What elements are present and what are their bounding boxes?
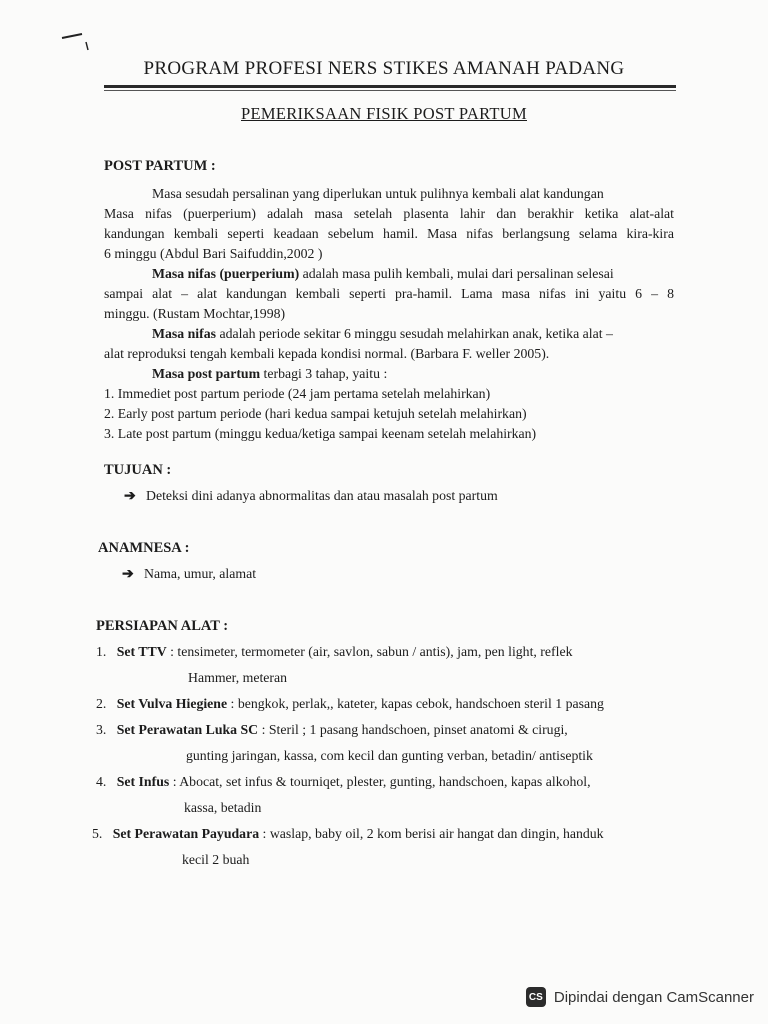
list-item — [122, 566, 256, 582]
arrow-right-icon: ➔ — [122, 566, 134, 581]
equipment-item — [96, 644, 572, 660]
camscanner-icon: CS — [526, 987, 546, 1007]
equipment-item — [96, 722, 568, 738]
set-contents: : waslap, baby oil, 2 kom berisi air hangat dan dingin, handuk — [259, 826, 604, 841]
paragraph-line: kandungan kembali seperti keadaan sebelum hamil. Masa nifas berlangsung selama kira-kira — [104, 226, 674, 241]
equipment-item-continuation: kecil 2 buah — [182, 852, 250, 867]
paragraph-line — [152, 266, 614, 282]
paragraph-line: Masa sesudah persalinan yang diperlukan untuk pulihnya kembali alat kandungan — [152, 186, 604, 201]
set-name: Set Perawatan Luka SC — [116, 722, 259, 737]
header-rule-thin — [104, 90, 676, 91]
paragraph-line — [152, 326, 613, 342]
persiapan-heading: PERSIAPAN ALAT : — [96, 618, 229, 634]
list-item: 2. Early post partum periode (hari kedua sampai ketujuh setelah melahirkan) — [104, 406, 527, 421]
anamnesa-heading: ANAMNESA : — [98, 540, 190, 556]
item-number: 3. — [96, 722, 107, 737]
set-contents: : Steril ; 1 pasang handschoen, pinset anatomi & cirugi, — [258, 722, 568, 737]
document-title: PEMERIKSAAN FISIK POST PARTUM — [241, 104, 527, 123]
paragraph-line: 6 minggu (Abdul Bari Saifuddin,2002 ) — [104, 246, 323, 261]
term-bold: Masa nifas — [152, 326, 217, 341]
paragraph-line — [152, 366, 387, 382]
post-partum-heading: POST PARTUM : — [104, 158, 216, 174]
paragraph-text: terbagi 3 tahap, yaitu : — [260, 366, 388, 381]
pen-mark — [60, 28, 100, 54]
list-item — [124, 488, 498, 504]
paragraph-line: minggu. (Rustam Mochtar,1998) — [104, 306, 286, 321]
header-rule — [104, 85, 676, 88]
paragraph-line: Masa nifas (puerperium) adalah masa setelah plasenta lahir dan berakhir ketika alat-alat — [104, 206, 674, 221]
set-name: Set Infus — [116, 774, 170, 789]
camscanner-badge — [526, 980, 754, 1014]
item-number: 1. — [96, 644, 107, 659]
item-number: 2. — [96, 696, 107, 711]
set-name: Set TTV — [116, 644, 167, 659]
camscanner-label: Dipindai dengan CamScanner — [553, 988, 754, 1006]
set-contents: : Abocat, set infus & tourniqet, plester, gunting, handschoen, kapas alkohol, — [169, 774, 591, 789]
paragraph-line: alat reproduksi tengah kembali kepada kondisi normal. (Barbara F. weller 2005). — [104, 346, 550, 361]
tujuan-heading: TUJUAN : — [104, 462, 172, 478]
set-name: Set Perawatan Payudara — [112, 826, 260, 841]
item-text: Nama, umur, alamat — [144, 566, 257, 581]
item-number: 5. — [92, 826, 103, 841]
term-bold: Masa nifas (puerperium) — [152, 266, 300, 281]
equipment-item — [92, 826, 604, 842]
item-text: Deteksi dini adanya abnormalitas dan atau masalah post partum — [146, 488, 498, 503]
set-contents: : bengkok, perlak,, kateter, kapas cebok, handschoen steril 1 pasang — [227, 696, 604, 711]
equipment-item-continuation: kassa, betadin — [184, 800, 262, 815]
paragraph-text: adalah masa pulih kembali, mulai dari persalinan selesai — [299, 266, 614, 281]
item-number: 4. — [96, 774, 107, 789]
list-item: 1. Immediet post partum periode (24 jam pertama setelah melahirkan) — [104, 386, 491, 401]
equipment-item-continuation: Hammer, meteran — [188, 670, 288, 685]
institution-header: PROGRAM PROFESI NERS STIKES AMANAH PADANG — [143, 58, 625, 79]
equipment-item — [96, 774, 591, 790]
set-name: Set Vulva Hiegiene — [116, 696, 228, 711]
arrow-right-icon: ➔ — [124, 488, 136, 503]
equipment-item — [96, 696, 604, 712]
list-item: 3. Late post partum (minggu kedua/ketiga sampai keenam setelah melahirkan) — [104, 426, 537, 441]
equipment-item-continuation: gunting jaringan, kassa, com kecil dan gunting verban, betadin/ antiseptik — [186, 748, 593, 763]
term-bold: Masa post partum — [152, 366, 261, 381]
paragraph-line: sampai alat – alat kandungan kembali seperti pra-hamil. Lama masa nifas ini yaitu 6 – 8 — [104, 286, 674, 301]
set-contents: : tensimeter, termometer (air, savlon, sabun / antis), jam, pen light, reflek — [166, 644, 573, 659]
paragraph-text: adalah periode sekitar 6 minggu sesudah melahirkan anak, ketika alat – — [216, 326, 613, 341]
